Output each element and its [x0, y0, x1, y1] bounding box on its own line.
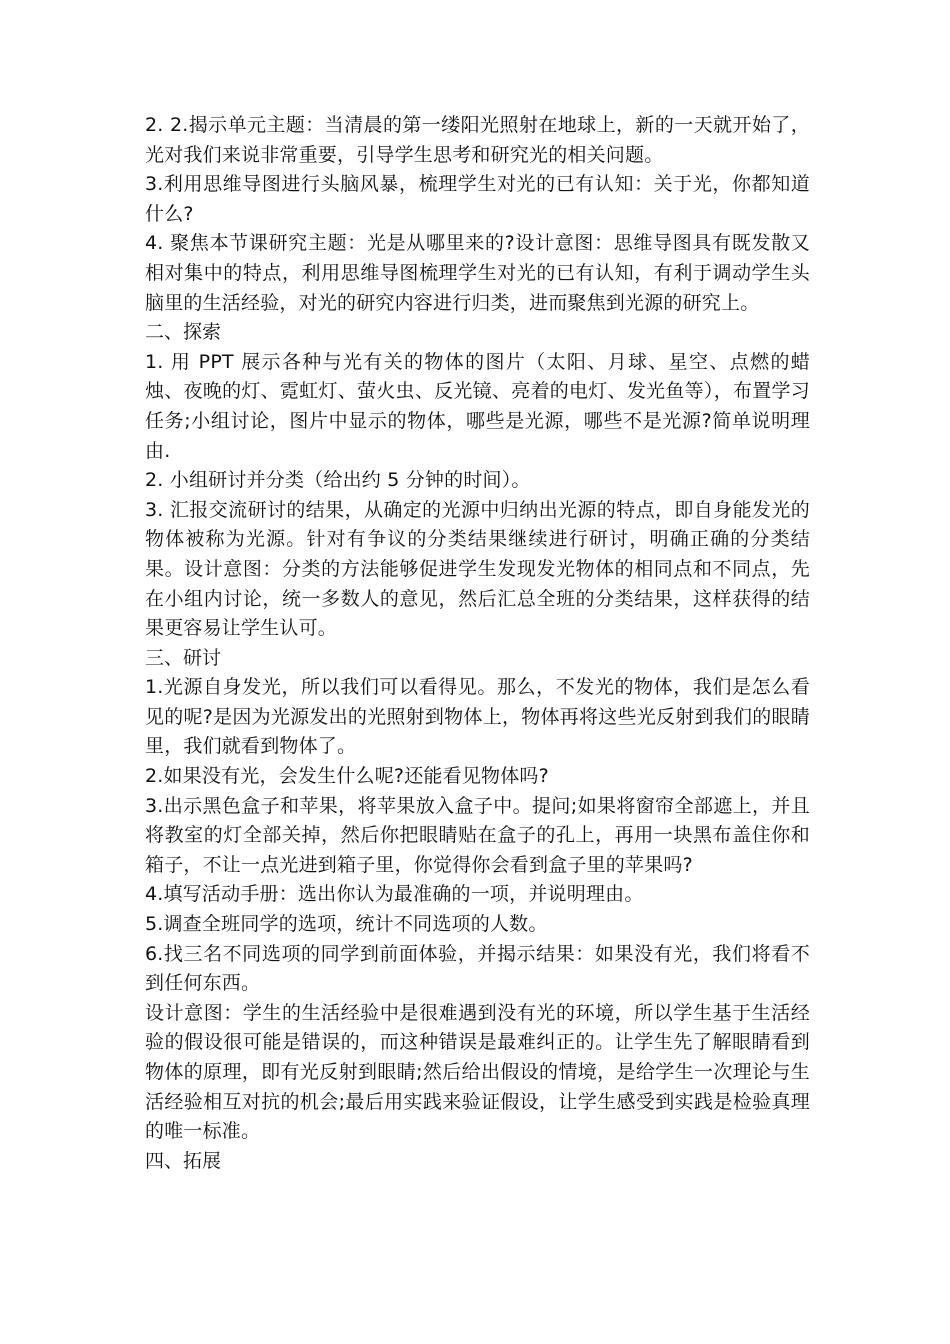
paragraph-group-classify: 2. 小组研讨并分类（给出约 5 分钟的时间）。	[145, 469, 531, 492]
paragraph-unit-theme: 2. 2.揭示单元主题：当清晨的第一缕阳光照射在地球上，新的一天就开始了，光对我们来说非常重要，引导学生思考和研究光的相关问题。	[145, 114, 810, 166]
paragraph-three-students: 6.找三名不同选项的同学到前面体验，并揭示结果：如果没有光，我们将看不到任何东西。	[145, 942, 810, 995]
document-page	[145, 111, 810, 1176]
paragraph-no-light-question: 2.如果没有光，会发生什么呢?还能看见物体吗?	[145, 765, 549, 788]
paragraph-design-intent: 设计意图：学生的生活经验中是很难遇到没有光的环境，所以学生基于生活经验的假设很可能是错误的，而这种错误是最难纠正的。让学生先了解眼睛看到物体的原理，即有光反射到眼睛;然后给出假设的情境，是给学生一次理论与生活经验相互对抗的机会;最后用实践来验证假设，让学生感受到实践是检验真理的唯一标准。	[145, 1001, 810, 1143]
paragraph-activity-handbook: 4.填写活动手册：选出你认为最准确的一项，并说明理由。	[145, 883, 644, 906]
paragraph-light-source-seeing: 1.光源自身发光，所以我们可以看得见。那么，不发光的物体，我们是怎么看见的呢?是因为光源发出的光照射到物体上，物体再将这些光反射到我们的眼睛里，我们就看到物体了。	[145, 676, 810, 758]
section-heading-extend: 四、拓展	[145, 1149, 222, 1172]
paragraph-ppt-pictures: 1. 用 PPT 展示各种与光有关的物体的图片（太阳、月球、星空、点燃的蜡烛、夜晚的灯、霓虹灯、萤火虫、反光镜、亮着的电灯、发光鱼等），布置学习任务;小组讨论，图片中显示的物体，哪些是光源，哪些不是光源?简单说明理由.	[145, 350, 810, 462]
section-heading-discuss: 三、研讨	[145, 646, 222, 669]
paragraph-focus-topic: 4. 聚焦本节课研究主题：光是从哪里来的?设计意图：思维导图具有既发散又相对集中的特点，利用思维导图梳理学生对光的已有认知，有利于调动学生头脑里的生活经验，对光的研究内容进行归类，进而聚焦到光源的研究上。	[145, 232, 810, 314]
section-heading-explore: 二、探索	[145, 321, 222, 344]
paragraph-black-box-apple: 3.出示黑色盒子和苹果，将苹果放入盒子中。提问;如果将窗帘全部遮上，并且将教室的灯全部关掉，然后你把眼睛贴在盒子的孔上，再用一块黑布盖住你和箱子，不让一点光进到箱子里，你觉得你会看到盒子里的苹果吗?	[145, 794, 810, 876]
paragraph-brainstorm: 3.利用思维导图进行头脑风暴，梳理学生对光的已有认知：关于光，你都知道什么?	[145, 173, 810, 225]
paragraph-class-survey: 5.调查全班同学的选项，统计不同选项的人数。	[145, 913, 548, 936]
paragraph-report-results: 3. 汇报交流研讨的结果，从确定的光源中归纳出光源的特点，即自身能发光的物体被称为光源。针对有争议的分类结果继续进行研讨，明确正确的分类结果。设计意图：分类的方法能够促进学生发现发光物体的相同点和不同点，先在小组内讨论，统一多数人的意见，然后汇总全班的分类结果，这样获得的结果更容易让学生认可。	[145, 498, 810, 640]
